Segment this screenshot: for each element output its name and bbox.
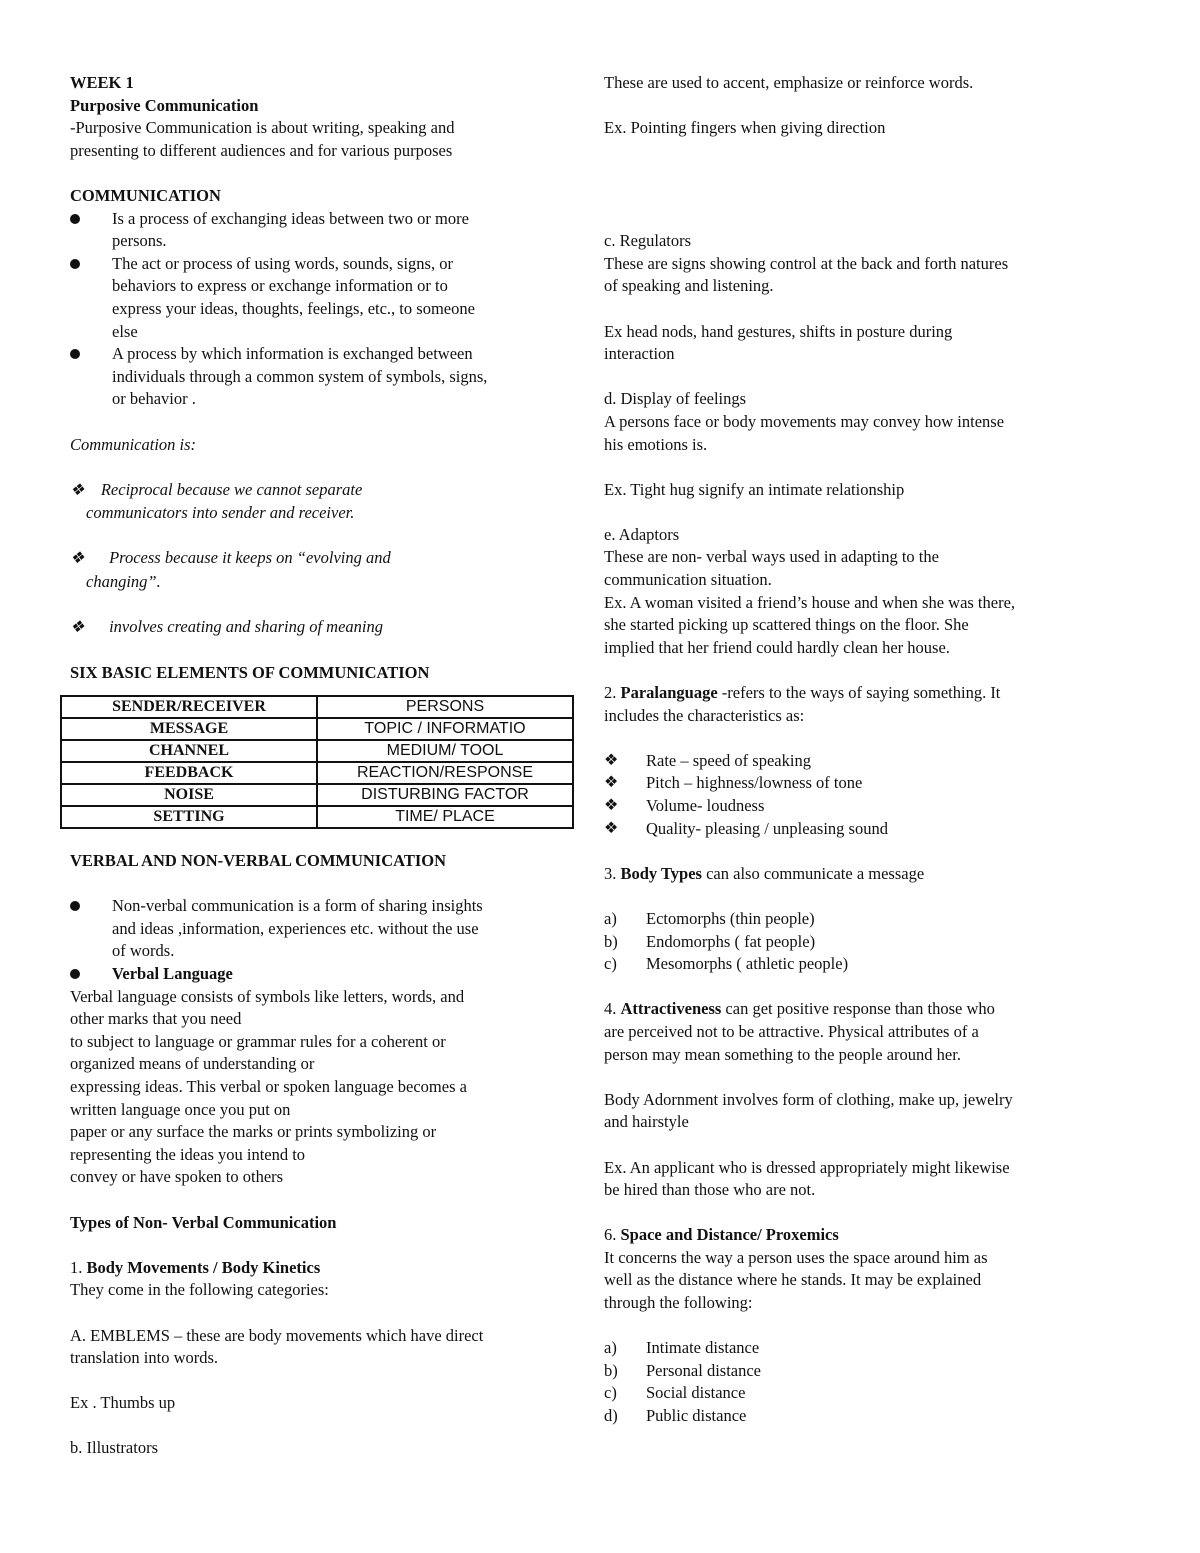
bullet-dot-icon [70, 214, 80, 224]
attractiveness-heading: 4. Attractiveness can get positive response than those who [604, 999, 995, 1019]
proxemics-text: It concerns the way a person uses the space around him as [604, 1247, 988, 1267]
verbal-text: to subject to language or grammar rules for a coherent or [70, 1031, 446, 1051]
adornment-text: Body Adornment involves form of clothing, make up, jewelry [604, 1089, 1013, 1109]
comm-is-item: ❖ involves creating and sharing of meaning [70, 617, 383, 637]
list-item: b) Endomorphs ( fat people) [604, 931, 816, 951]
list-item: ❖ Rate – speed of speaking [604, 750, 1114, 773]
attractiveness-text: are perceived not to be attractive. Physical attributes of a [604, 1021, 979, 1041]
bullet-dot-icon [70, 259, 80, 269]
intro-line: -Purposive Communication is about writing, speaking and [70, 118, 455, 138]
paralanguage-text: includes the characteristics as: [604, 705, 805, 725]
display-text: his emotions is. [604, 434, 708, 454]
diamond-bullet-icon: ❖ [70, 619, 85, 637]
diamond-bullet-icon: ❖ [604, 774, 619, 792]
list-item: ❖ Pitch – highness/lowness of tone [604, 772, 1114, 795]
right-column [604, 72, 1114, 1428]
verbal-text: expressing ideas. This verbal or spoken language becomes a [70, 1076, 467, 1096]
vnv-heading: VERBAL AND NON-VERBAL COMMUNICATION [70, 851, 447, 871]
adornment-example: Ex. An applicant who is dressed appropriately might likewise [604, 1157, 1010, 1177]
emblems-example: Ex . Thumbs up [70, 1393, 176, 1413]
illustrators-text: These are used to accent, emphasize or reinforce words. [604, 73, 974, 92]
bullet-dot-icon [70, 969, 80, 979]
list-item: c) Mesomorphs ( athletic people) [604, 954, 849, 974]
table-row: SETTING TIME/ PLACE [61, 806, 573, 828]
proxemics-text: through the following: [604, 1293, 753, 1313]
list-item: ❖ Volume- loudness [604, 795, 1114, 818]
regulators-example: Ex head nods, hand gestures, shifts in posture during [604, 321, 953, 341]
adaptors-example: implied that her friend could hardly clean her house. [604, 637, 950, 657]
comm-bullet: A process by which information is exchanged between individuals through a common system of symbols, signs, or behavior . [70, 343, 570, 411]
illustrators-title: b. Illustrators [70, 1438, 158, 1458]
comm-is-item: ❖ Reciprocal because we cannot separate communicators into sender and receiver. [70, 479, 363, 523]
comm-bullet: The act or process of using words, sounds, signs, or behaviors to express or exchange information or to express your ideas, thoughts, feelings, etc., to someone else [70, 253, 570, 343]
diamond-bullet-icon: ❖ [70, 481, 85, 499]
list-item: ❖ Quality- pleasing / unpleasing sound [604, 818, 1114, 841]
list-item: a) Intimate distance [604, 1338, 760, 1358]
list-item: c) Social distance [604, 1383, 746, 1403]
verbal-text: convey or have spoken to others [70, 1167, 284, 1187]
verbal-text: other marks that you need [70, 1009, 242, 1029]
emblems-text: A. EMBLEMS – these are body movements which have direct [70, 1325, 484, 1345]
table-row: NOISE DISTURBING FACTOR [61, 784, 573, 806]
regulators-text: These are signs showing control at the back and forth natures [604, 253, 1009, 273]
list-item: a) Ectomorphs (thin people) [604, 908, 815, 928]
communication-heading: COMMUNICATION [70, 185, 221, 205]
display-title: d. Display of feelings [604, 389, 747, 409]
verbal-text: representing the ideas you intend to [70, 1144, 306, 1164]
verbal-text: paper or any surface the marks or prints symbolizing or [70, 1122, 437, 1142]
list-item: d) Public distance [604, 1406, 747, 1426]
diamond-bullet-icon: ❖ [604, 797, 619, 814]
adaptors-text: These are non- verbal ways used in adapting to the [604, 547, 939, 567]
bullet-dot-icon [70, 349, 80, 359]
list-item: b) Personal distance [604, 1360, 762, 1380]
regulators-example: interaction [604, 344, 675, 364]
comm-is-item: ❖ Process because it keeps on “evolving and changing”. [70, 548, 391, 592]
display-example: Ex. Tight hug signify an intimate relationship [604, 479, 905, 499]
proxemics-text: well as the distance where he stands. It may be explained [604, 1270, 982, 1290]
table-row: FEEDBACK REACTION/RESPONSE [61, 762, 573, 784]
table-row: MESSAGE TOPIC / INFORMATIO [61, 718, 573, 740]
diamond-bullet-icon: ❖ [604, 819, 619, 837]
adornment-text: and hairstyle [604, 1112, 689, 1132]
types-heading: Types of Non- Verbal Communication [70, 1212, 337, 1232]
six-elements-heading: SIX BASIC ELEMENTS OF COMMUNICATION [70, 663, 430, 683]
nonverbal-bullet: Non-verbal communication is a form of sharing insights and ideas ,information, experiences etc. without the use of words. [70, 895, 570, 963]
body-movements-text: They come in the following categories: [70, 1280, 329, 1300]
emblems-text: translation into words. [70, 1348, 219, 1368]
table-row: SENDER/RECEIVER PERSONS [61, 696, 573, 718]
adaptors-example: she started picking up scattered things on the floor. She [604, 615, 969, 635]
diamond-bullet-icon: ❖ [604, 751, 619, 769]
elements-table [60, 695, 574, 829]
display-text: A persons face or body movements may convey how intense [604, 411, 1005, 431]
left-column [70, 72, 570, 1460]
communication-is-label: Communication is: [70, 434, 197, 454]
verbal-text: Verbal language consists of symbols like letters, words, and [70, 986, 465, 1006]
regulators-text: of speaking and listening. [604, 276, 774, 296]
course-title: Purposive Communication [70, 95, 259, 115]
adornment-example: be hired than those who are not. [604, 1180, 816, 1200]
illustrators-example: Ex. Pointing fingers when giving direction [604, 118, 886, 138]
adaptors-title: e. Adaptors [604, 524, 680, 544]
body-types-heading: 3. Body Types can also communicate a message [604, 863, 925, 883]
verbal-text: organized means of understanding or [70, 1054, 315, 1074]
verbal-text: written language once you put on [70, 1099, 291, 1119]
verbal-bullet: Verbal Language [70, 963, 570, 986]
regulators-title: c. Regulators [604, 231, 692, 251]
adaptors-text: communication situation. [604, 570, 772, 590]
week-label: WEEK 1 [70, 73, 134, 92]
adaptors-example: Ex. A woman visited a friend’s house and when she was there, [604, 592, 1016, 612]
bullet-dot-icon [70, 901, 80, 911]
diamond-bullet-icon: ❖ [70, 550, 85, 568]
comm-bullet: Is a process of exchanging ideas between two or more persons. [70, 208, 570, 253]
intro-line: presenting to different audiences and for various purposes [70, 140, 453, 160]
proxemics-heading: 6. Space and Distance/ Proxemics [604, 1225, 839, 1245]
body-movements-heading: 1. Body Movements / Body Kinetics [70, 1257, 321, 1277]
attractiveness-text: person may mean something to the people around her. [604, 1044, 961, 1064]
table-row: CHANNEL MEDIUM/ TOOL [61, 740, 573, 762]
paralanguage-heading: 2. Paralanguage -refers to the ways of saying something. It [604, 683, 1001, 703]
